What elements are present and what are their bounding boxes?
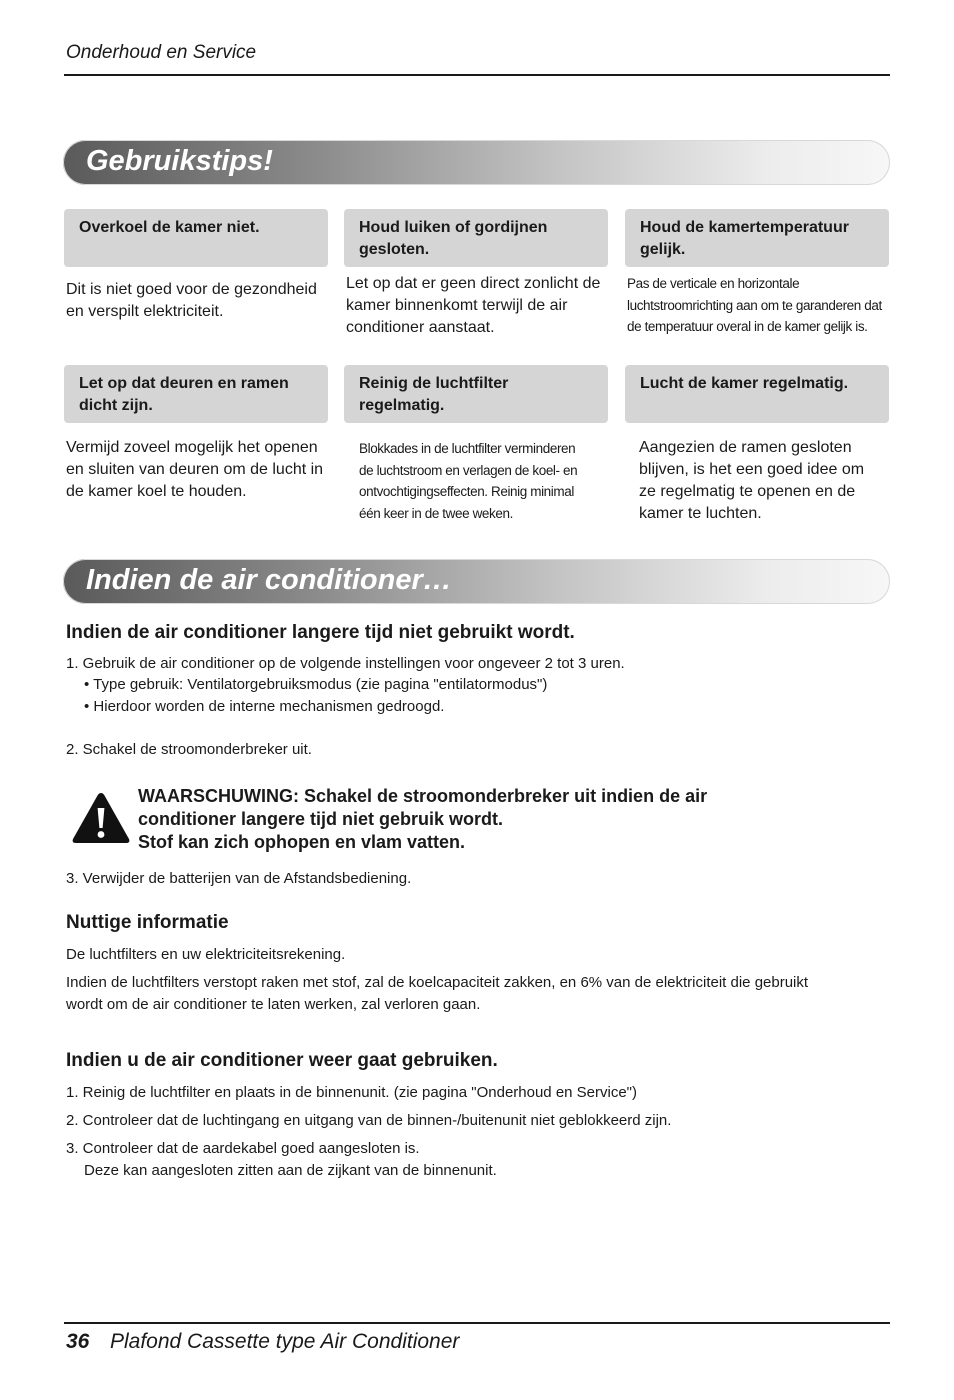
footer-rule [64, 1322, 890, 1324]
tips-banner [63, 140, 890, 185]
tip-title: Houd luiken of gordijnen gesloten. [344, 209, 608, 267]
tip-body: Blokkades in de luchtfilter verminderen de luchtstroom en verlagen de koel- en ontvochtigingseffecten. Reinig minimal één keer in de twee weken. [359, 441, 578, 521]
warning-line: conditioner langere tijd niet gebruik wordt. [138, 809, 504, 829]
step-text: 2. Schakel de stroomonderbreker uit. [66, 741, 312, 758]
tip-body: Vermijd zoveel mogelijk het openen en sluiten van deuren om de lucht in de kamer koel te houden. [66, 439, 324, 500]
section-heading: Indien u de air conditioner weer gaat gebruiken. [66, 1050, 498, 1071]
info-text: wordt om de air conditioner te laten werken, zal verloren gaan. [66, 996, 481, 1013]
tip-body: Pas de verticale en horizontale luchtstroomrichting aan om te garanderen dat de temperatuur overal in de kamer gelijk is. [627, 276, 882, 334]
header-rule [64, 74, 890, 76]
step-text: 1. Reinig de luchtfilter en plaats in de binnenunit. (zie pagina "Onderhoud en Service") [66, 1084, 638, 1101]
step-text: 2. Controleer dat de luchtingang en uitgang van de binnen-/buitenunit niet geblokkeerd zijn. [66, 1112, 672, 1129]
tip-title: Houd de kamertemperatuur gelijk. [625, 209, 889, 267]
info-text: De luchtfilters en uw elektriciteitsrekening. [66, 946, 346, 963]
tip-title: Reinig de luchtfilter regelmatig. [344, 365, 608, 423]
tip-title: Let op dat deuren en ramen dicht zijn. [64, 365, 328, 423]
tip-body: Aangezien de ramen gesloten blijven, is het een goed idee om ze regelmatig te openen en de kamer te luchten. [639, 439, 865, 522]
page-number: 36 [66, 1330, 90, 1353]
section-heading: Nuttige informatie [66, 912, 229, 933]
tip-body: Let op dat er geen direct zonlicht de kamer binnenkomt terwijl de air conditioner aanstaat. [346, 275, 601, 336]
step-text: 3. Verwijder de batterijen van de Afstandsbediening. [66, 870, 412, 887]
step-text: 1. Gebruik de air conditioner op de volgende instellingen voor ongeveer 2 tot 3 uren. [66, 655, 625, 672]
warning-line: Stof kan zich ophopen en vlam vatten. [138, 832, 466, 852]
section-heading: Indien de air conditioner langere tijd niet gebruikt wordt. [66, 622, 575, 643]
step-text: 3. Controleer dat de aardekabel goed aangesloten is. [66, 1140, 420, 1157]
tip-title: Overkoel de kamer niet. [64, 209, 328, 267]
ac-banner [63, 559, 890, 604]
tip-title: Lucht de kamer regelmatig. [625, 365, 889, 423]
tips-title: Gebruikstips! [86, 145, 273, 177]
warning-triangle-icon [70, 790, 132, 846]
bullet-text: • Hierdoor worden de interne mechanismen gedroogd. [84, 698, 445, 715]
bullet-text: • Type gebruik: Ventilatorgebruiksmodus (zie pagina "entilatormodus") [84, 676, 548, 693]
warning-text [138, 785, 707, 854]
running-head: Onderhoud en Service [66, 42, 257, 63]
warning-line: WAARSCHUWING: Schakel de stroomonderbreker uit indien de air [138, 786, 708, 806]
info-text: Indien de luchtfilters verstopt raken met stof, zal de koelcapaciteit zakken, en 6% van de elektriciteit die gebruikt [66, 974, 809, 991]
footer-title: Plafond Cassette type Air Conditioner [110, 1330, 460, 1353]
step-text: Deze kan aangesloten zitten aan de zijkant van de binnenunit. [84, 1162, 497, 1179]
tip-body: Dit is niet goed voor de gezondheid en verspilt elektriciteit. [66, 281, 317, 320]
ac-title: Indien de air conditioner… [86, 564, 452, 596]
